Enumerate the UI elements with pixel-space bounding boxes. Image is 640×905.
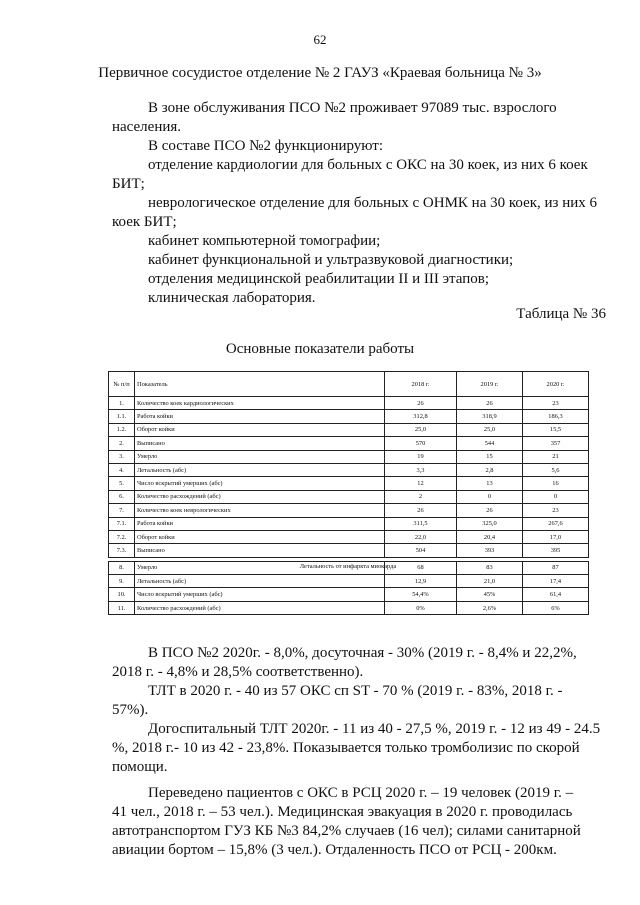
page-heading: Первичное сосудистое отделение № 2 ГАУЗ «Краевая больница № 3» xyxy=(98,65,542,81)
row-indicator: Работа койки xyxy=(135,517,385,530)
cell-2020: 23 xyxy=(523,397,589,410)
cell-2018: 0% xyxy=(385,601,457,614)
cell-2020: 87 xyxy=(523,561,589,574)
cell-2018: 12 xyxy=(385,477,457,490)
row-number: 1.2. xyxy=(109,423,135,436)
intro-line: клиническая лаборатория. xyxy=(148,290,316,306)
row-indicator: Число вскрытий умерших (абс) xyxy=(135,477,385,490)
intro-line: отделения медицинской реабилитации II и III этапов; xyxy=(148,271,490,287)
row-number: 9. xyxy=(109,575,135,588)
table-title: Основные показатели работы xyxy=(225,341,415,357)
summary-line: 41 чел., 2018 г. – 53 чел.). Медицинская эвакуация в 2020 г. проводилась xyxy=(112,804,573,820)
row-number: 10. xyxy=(109,588,135,601)
cell-2018: 12,9 xyxy=(385,575,457,588)
cell-2018: 25,0 xyxy=(385,423,457,436)
header-2019: 2019 г. xyxy=(457,372,523,397)
cell-2018: 19 xyxy=(385,450,457,463)
summary-line: В ПСО №2 2020г. - 8,0%, досуточная - 30% (2019 г. - 8,4% и 22,2%, xyxy=(148,645,577,661)
cell-2019: 20,4 xyxy=(457,530,523,543)
row-number: 7.2. xyxy=(109,530,135,543)
intro-line: кабинет компьютерной томографии; xyxy=(148,233,381,249)
summary-line: 57%). xyxy=(112,702,149,718)
row-indicator: Оборот койки xyxy=(135,530,385,543)
table-row xyxy=(109,463,589,476)
header-indicator: Показатель xyxy=(135,372,385,397)
cell-2019: 544 xyxy=(457,437,523,450)
row-number: 8. xyxy=(109,561,135,574)
cell-2019: 393 xyxy=(457,544,523,557)
header-2018: 2018 г. xyxy=(385,372,457,397)
cell-2019: 45% xyxy=(457,588,523,601)
cell-2020: 395 xyxy=(523,544,589,557)
row-indicator: Количество расхождений (абс) xyxy=(135,490,385,503)
cell-2018: 504 xyxy=(385,544,457,557)
summary-line: ТЛТ в 2020 г. - 40 из 57 ОКС сп ST - 70 % (2019 г. - 83%, 2018 г. - xyxy=(148,683,563,699)
cell-2020: 5,6 xyxy=(523,463,589,476)
row-number: 1. xyxy=(109,397,135,410)
summary-line: помощи. xyxy=(112,759,168,775)
header-2020: 2020 г. xyxy=(523,372,589,397)
table-row xyxy=(109,575,589,588)
row-indicator: Летальность (абс) xyxy=(135,575,385,588)
table-row xyxy=(109,601,589,614)
row-number: 6. xyxy=(109,490,135,503)
intro-line: отделение кардиологии для больных с ОКС на 30 коек, из них 6 коек xyxy=(148,157,588,173)
cell-2018: 54,4% xyxy=(385,588,457,601)
table-row xyxy=(109,437,589,450)
table-row xyxy=(109,423,589,436)
lethal-caption: Летальность от инфаркта миокарда xyxy=(299,563,397,570)
table-header-row xyxy=(109,372,589,397)
cell-2020: 17,4 xyxy=(523,575,589,588)
cell-2019: 25,0 xyxy=(457,423,523,436)
cell-2019: 2,8 xyxy=(457,463,523,476)
table-row xyxy=(109,517,589,530)
summary-line: автотранспортом ГУЗ КБ №3 84,2% случаев (16 чел); силами санитарной xyxy=(112,823,581,839)
row-number: 7.1. xyxy=(109,517,135,530)
cell-2020: 357 xyxy=(523,437,589,450)
table-row xyxy=(109,410,589,423)
intro-line: кабинет функциональной и ультразвуковой диагностики; xyxy=(148,252,514,268)
cell-2018: 2 xyxy=(385,490,457,503)
cell-2018: 22,0 xyxy=(385,530,457,543)
row-number: 7.3. xyxy=(109,544,135,557)
indicators-table xyxy=(108,371,589,615)
row-indicator: Количество коек неврологических xyxy=(135,504,385,517)
row-indicator: Выписано xyxy=(135,544,385,557)
table-row xyxy=(109,588,589,601)
row-indicator: Умерло xyxy=(135,561,385,574)
cell-2019: 13 xyxy=(457,477,523,490)
row-number: 1.1. xyxy=(109,410,135,423)
summary-line: Переведено пациентов с ОКС в РСЦ 2020 г. – 19 человек (2019 г. – xyxy=(148,785,574,801)
page-number: 62 xyxy=(313,32,327,47)
cell-2020: 61,4 xyxy=(523,588,589,601)
intro-line: В зоне обслуживания ПСО №2 проживает 97089 тыс. взрослого xyxy=(148,100,557,116)
intro-line: неврологическое отделение для больных с ОНМК на 30 коек, из них 6 xyxy=(148,195,598,211)
row-indicator: Количество расхождений (абс) xyxy=(135,601,385,614)
table-row xyxy=(109,397,589,410)
summary-line: авиации бортом – 15,8% (3 чел.). Отдаленность ПСО от РСЦ - 200км. xyxy=(112,842,557,858)
cell-2019: 83 xyxy=(457,561,523,574)
summary-line: Догоспитальный ТЛТ 2020г. - 11 из 40 - 27,5 %, 2019 г. - 12 из 49 - 24.5 xyxy=(148,721,601,737)
row-indicator: Умерло xyxy=(135,450,385,463)
cell-2019: 26 xyxy=(457,504,523,517)
cell-2019: 21,0 xyxy=(457,575,523,588)
cell-2018: 68 xyxy=(385,561,457,574)
intro-line: населения. xyxy=(112,119,182,135)
row-number: 2. xyxy=(109,437,135,450)
cell-2020: 21 xyxy=(523,450,589,463)
cell-2020: 23 xyxy=(523,504,589,517)
row-number: 7. xyxy=(109,504,135,517)
cell-2019: 15 xyxy=(457,450,523,463)
cell-2019: 318,9 xyxy=(457,410,523,423)
header-number: № п/п xyxy=(109,372,135,397)
intro-line: В составе ПСО №2 функционируют: xyxy=(148,138,384,154)
row-number: 11. xyxy=(109,601,135,614)
table-row xyxy=(109,490,589,503)
row-indicator: Выписано xyxy=(135,437,385,450)
cell-2019: 2,6% xyxy=(457,601,523,614)
cell-2020: 6% xyxy=(523,601,589,614)
cell-2020: 267,6 xyxy=(523,517,589,530)
table-row xyxy=(109,504,589,517)
summary-line: 2018 г. - 4,8% и 28,5% соответственно). xyxy=(112,664,364,680)
row-number: 4. xyxy=(109,463,135,476)
cell-2019: 325,0 xyxy=(457,517,523,530)
row-indicator: Работа койки xyxy=(135,410,385,423)
intro-line: БИТ; xyxy=(112,176,145,192)
row-number: 5. xyxy=(109,477,135,490)
cell-2020: 15,5 xyxy=(523,423,589,436)
table-row xyxy=(109,530,589,543)
cell-2018: 570 xyxy=(385,437,457,450)
cell-2020: 17,0 xyxy=(523,530,589,543)
cell-2018: 26 xyxy=(385,504,457,517)
table-row xyxy=(109,544,589,557)
cell-2019: 26 xyxy=(457,397,523,410)
intro-line: коек БИТ; xyxy=(112,214,177,230)
cell-2019: 0 xyxy=(457,490,523,503)
cell-2018: 312,8 xyxy=(385,410,457,423)
cell-2020: 16 xyxy=(523,477,589,490)
row-indicator: Оборот койки xyxy=(135,423,385,436)
cell-2020: 186,3 xyxy=(523,410,589,423)
table-row xyxy=(109,450,589,463)
summary-line: %, 2018 г.- 10 из 42 - 23,8%. Показывается только тромболизис по скорой xyxy=(112,740,580,756)
row-number: 3. xyxy=(109,450,135,463)
cell-2020: 0 xyxy=(523,490,589,503)
row-indicator: Летальность (абс) xyxy=(135,463,385,476)
row-indicator: Количество коек кардиологических xyxy=(135,397,385,410)
cell-2018: 26 xyxy=(385,397,457,410)
table-row xyxy=(109,477,589,490)
row-indicator: Число вскрытий умерших (абс) xyxy=(135,588,385,601)
cell-2018: 3,3 xyxy=(385,463,457,476)
cell-2018: 311,5 xyxy=(385,517,457,530)
table-label: Таблица № 36 xyxy=(516,306,606,322)
